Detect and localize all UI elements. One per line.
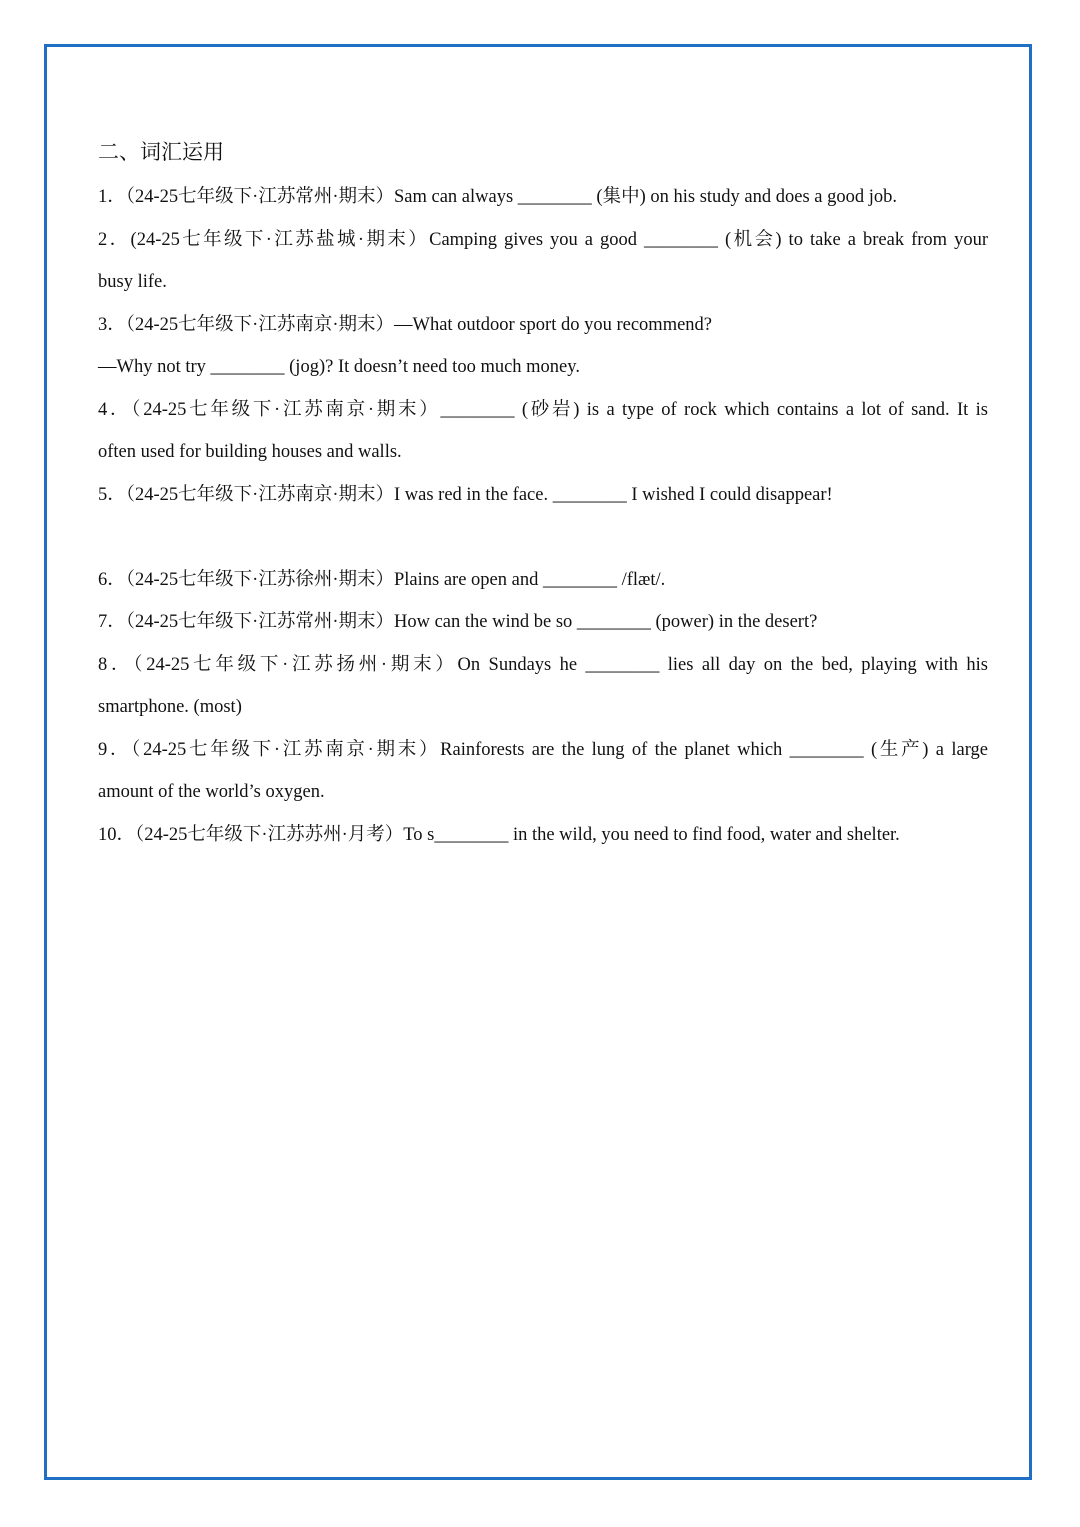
question-6: 6．（24-25七年级下·江苏徐州·期末）Plains are open and ________ /flæt/.	[98, 569, 666, 590]
blank-spacer	[98, 516, 988, 559]
question-10: 10．（24-25七年级下·江苏苏州·月考）To s________ in the wild, you need to find food, water and shelter.	[98, 824, 900, 845]
question-4-line-2: often used for building houses and walls.	[98, 442, 402, 462]
question-3-line-1: 3．（24-25七年级下·江苏南京·期末）—What outdoor sport do you recommend?	[98, 314, 713, 335]
question-2-line-1: 2．(24-25七年级下·江苏盐城·期末）Camping gives you a good ________ (机会) to take a break from your	[98, 229, 988, 250]
question-8-line-2: smartphone. (most)	[98, 697, 242, 717]
question-3-line-2: —Why not try ________ (jog)? It doesn’t need too much money.	[98, 357, 580, 377]
question-8-line-1: 8．（24-25七年级下·江苏扬州·期末）On Sundays he ________ lies all day on the bed, playing with his	[98, 654, 988, 675]
question-4-line-1: 4．（24-25七年级下·江苏南京·期末）________ (砂岩) is a type of rock which contains a lot of sand. It is	[98, 399, 988, 420]
section-heading: 二、词汇运用	[98, 140, 224, 164]
question-2-line-2: busy life.	[98, 272, 167, 292]
question-5: 5．（24-25七年级下·江苏南京·期末）I was red in the face. ________ I wished I could disappear!	[98, 484, 833, 505]
worksheet-content	[98, 134, 988, 856]
question-1: 1．（24-25七年级下·江苏常州·期末）Sam can always ________ (集中) on his study and does a good job.	[98, 187, 898, 207]
question-9-line-2: amount of the world’s oxygen.	[98, 782, 325, 802]
question-7: 7．（24-25七年级下·江苏常州·期末）How can the wind be so ________ (power) in the desert?	[98, 612, 818, 632]
question-9-line-1: 9．（24-25七年级下·江苏南京·期末）Rainforests are the lung of the planet which ________ (生产) a large	[98, 739, 988, 760]
